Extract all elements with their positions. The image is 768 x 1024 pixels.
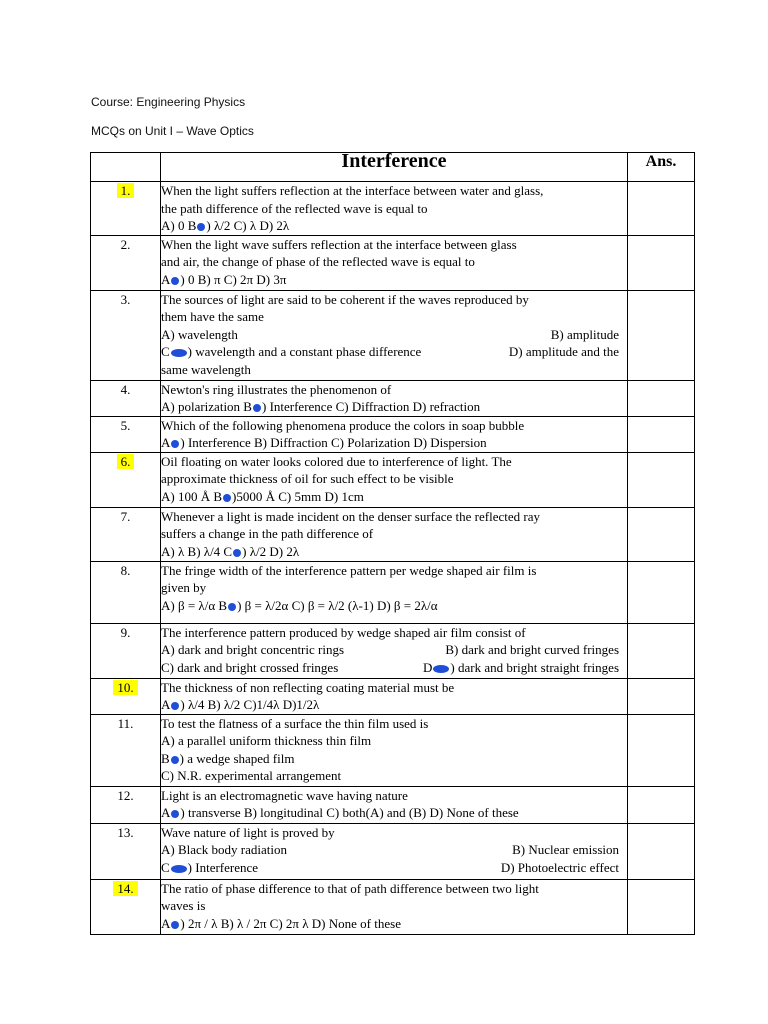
question-text: The fringe width of the interference pattern per wedge shaped air film is <box>161 562 537 578</box>
question-number: 2. <box>120 236 131 252</box>
selected-answer-mark-icon <box>171 702 179 710</box>
table-row <box>91 823 695 879</box>
question-text: A) a parallel uniform thickness thin film <box>161 733 372 748</box>
question-number-cell <box>91 823 161 879</box>
answer-cell[interactable] <box>628 823 695 879</box>
answer-cell[interactable] <box>628 786 695 823</box>
answer-cell[interactable] <box>628 561 695 623</box>
mcq-table <box>90 152 695 935</box>
table-row <box>91 714 695 786</box>
answer-options: A ) 2π / λ B) λ / 2π C) 2π λ D) None of these <box>161 915 401 931</box>
question-number: 5. <box>120 417 131 433</box>
question-cell <box>161 182 628 236</box>
answer-option: C ) Interference <box>161 859 259 875</box>
answer-options-row <box>161 641 627 659</box>
table-row <box>91 561 695 623</box>
answer-option: C) dark and bright crossed fringes <box>161 659 339 675</box>
answer-option: D) Photoelectric effect <box>500 859 619 875</box>
selected-answer-mark-icon <box>233 549 241 557</box>
answer-cell[interactable] <box>628 623 695 678</box>
answer-cell[interactable] <box>628 416 695 452</box>
table-row <box>91 235 695 290</box>
question-number-cell <box>91 416 161 452</box>
question-number-cell <box>91 182 161 236</box>
answer-options-row <box>161 859 627 877</box>
question-number: 4. <box>120 381 131 397</box>
question-cell <box>161 452 628 507</box>
question-text: given by <box>161 580 207 595</box>
question-text: Which of the following phenomena produce the colors in soap bubble <box>161 417 525 433</box>
question-text: the path difference of the reflected wave is equal to <box>161 200 428 216</box>
selected-answer-mark-icon <box>171 921 179 929</box>
selected-answer-mark-icon <box>197 223 205 231</box>
answer-options: A ) λ/4 B) λ/2 C)1/4λ D)1/2λ <box>161 697 320 712</box>
question-number-cell <box>91 786 161 823</box>
selected-answer-mark-icon <box>253 404 261 412</box>
question-rows <box>91 182 695 935</box>
question-number-cell <box>91 452 161 507</box>
header-number-cell <box>91 153 161 182</box>
answer-cell[interactable] <box>628 235 695 290</box>
unit-title: MCQs on Unit I – Wave Optics <box>91 124 254 138</box>
question-cell <box>161 290 628 380</box>
question-number: 12. <box>117 787 134 803</box>
course-title: Course: Engineering Physics <box>91 95 246 109</box>
question-text: waves is <box>161 898 206 913</box>
answer-header: Ans. <box>628 153 695 182</box>
question-text: them have the same <box>161 309 264 324</box>
selected-answer-mark-icon <box>171 440 179 448</box>
question-number-cell <box>91 235 161 290</box>
question-number-cell <box>91 879 161 934</box>
selected-answer-mark-icon <box>223 494 231 502</box>
question-cell <box>161 416 628 452</box>
question-cell <box>161 823 628 879</box>
question-number: 11. <box>117 715 134 731</box>
table-row <box>91 416 695 452</box>
table-row <box>91 623 695 678</box>
question-number: 3. <box>120 291 131 307</box>
answer-option: A) dark and bright concentric rings <box>161 642 345 657</box>
table-row <box>91 786 695 823</box>
answer-options: A) β = λ/α B ) β = λ/2α C) β = λ/2 (λ-1) D) β = 2λ/α <box>161 597 438 613</box>
answer-cell[interactable] <box>628 452 695 507</box>
question-number-cell <box>91 561 161 623</box>
question-text: When the light wave suffers reflection at the interface between glass <box>161 236 517 252</box>
answer-cell[interactable] <box>628 380 695 416</box>
question-text: suffers a change in the path difference of <box>161 526 374 541</box>
answer-options: A ) 0 B) π C) 2π D) 3π <box>161 271 287 287</box>
answer-options: A) λ B) λ/4 C ) λ/2 D) 2λ <box>161 543 300 559</box>
question-text: Oil floating on water looks colored due to interference of light. The <box>161 453 512 469</box>
question-cell <box>161 786 628 823</box>
table-row <box>91 678 695 714</box>
table-row <box>91 182 695 236</box>
answer-option: A) wavelength <box>161 326 238 342</box>
question-cell <box>161 879 628 934</box>
table-header-row <box>91 153 695 182</box>
selected-answer-mark-icon <box>171 349 187 357</box>
question-cell <box>161 507 628 561</box>
selected-answer-mark-icon <box>171 756 179 764</box>
question-number: 10. <box>113 680 137 695</box>
answer-options: A ) transverse B) longitudinal C) both(A) and (B) D) None of these <box>161 805 519 820</box>
table-row <box>91 452 695 507</box>
question-number: 8. <box>120 562 131 578</box>
question-number: 7. <box>120 508 131 524</box>
answer-options-row <box>161 841 627 859</box>
answer-option: D ) dark and bright straight fringes <box>423 659 619 675</box>
table-row <box>91 380 695 416</box>
question-cell <box>161 623 628 678</box>
selected-answer-mark-icon <box>171 277 179 285</box>
question-text: and air, the change of phase of the reflected wave is equal to <box>161 254 475 269</box>
answer-option: B) dark and bright curved fringes <box>445 642 619 657</box>
question-cell <box>161 380 628 416</box>
question-cell <box>161 561 628 623</box>
question-number-cell <box>91 290 161 380</box>
question-text: approximate thickness of oil for such effect to be visible <box>161 471 454 486</box>
answer-cell[interactable] <box>628 182 695 236</box>
answer-cell[interactable] <box>628 290 695 380</box>
answer-options: A) polarization B ) Interference C) Diffraction D) refraction <box>161 399 481 414</box>
table-row <box>91 290 695 380</box>
answer-option: C ) wavelength and a constant phase difference <box>161 344 422 359</box>
question-text: B ) a wedge shaped film <box>161 750 295 766</box>
table-row <box>91 507 695 561</box>
answer-options: A) 0 B ) λ/2 C) λ D) 2λ <box>161 218 290 233</box>
answer-option: D) amplitude and the <box>508 344 619 359</box>
selected-answer-mark-icon <box>171 865 187 873</box>
question-text: Whenever a light is made incident on the denser surface the reflected ray <box>161 508 540 524</box>
answer-options: A) 100 Å B )5000 Å C) 5mm D) 1cm <box>161 488 364 504</box>
question-text: Newton's ring illustrates the phenomenon of <box>161 381 392 397</box>
question-text: Wave nature of light is proved by <box>161 824 335 840</box>
selected-answer-mark-icon <box>228 603 236 611</box>
answer-options-row <box>161 326 627 344</box>
answer-cell[interactable] <box>628 714 695 786</box>
answer-option: B) amplitude <box>550 326 619 342</box>
answer-options-row <box>161 343 627 361</box>
question-text: The thickness of non reflecting coating material must be <box>161 679 455 695</box>
answer-cell[interactable] <box>628 507 695 561</box>
question-number: 6. <box>117 454 135 469</box>
question-number-cell <box>91 714 161 786</box>
answer-options: A ) Interference B) Diffraction C) Polarization D) Dispersion <box>161 435 487 450</box>
answer-options-row <box>161 659 627 677</box>
table-row <box>91 879 695 934</box>
answer-cell[interactable] <box>628 678 695 714</box>
answer-option-continued: same wavelength <box>161 361 251 377</box>
question-text: To test the flatness of a surface the thin film used is <box>161 715 429 731</box>
question-text: The sources of light are said to be coherent if the waves reproduced by <box>161 291 529 307</box>
question-cell <box>161 714 628 786</box>
answer-option: B) Nuclear emission <box>512 842 619 857</box>
question-text: Light is an electromagnetic wave having nature <box>161 787 408 803</box>
answer-option: A) Black body radiation <box>161 842 287 857</box>
question-text: The ratio of phase difference to that of path difference between two light <box>161 880 539 896</box>
selected-answer-mark-icon <box>433 665 449 673</box>
question-cell <box>161 678 628 714</box>
question-number-cell <box>91 507 161 561</box>
question-text: When the light suffers reflection at the interface between water and glass, <box>161 183 544 198</box>
question-number-cell <box>91 678 161 714</box>
question-text: The interference pattern produced by wedge shaped air film consist of <box>161 624 526 640</box>
selected-answer-mark-icon <box>171 810 179 818</box>
question-number: 9. <box>120 624 131 640</box>
answer-cell[interactable] <box>628 879 695 934</box>
question-cell <box>161 235 628 290</box>
question-number-cell <box>91 623 161 678</box>
section-title: Interference <box>161 153 628 182</box>
question-number-cell <box>91 380 161 416</box>
question-number: 1. <box>117 183 135 198</box>
question-number: 14. <box>113 881 137 896</box>
question-number: 13. <box>117 824 134 840</box>
question-text: C) N.R. experimental arrangement <box>161 768 342 783</box>
